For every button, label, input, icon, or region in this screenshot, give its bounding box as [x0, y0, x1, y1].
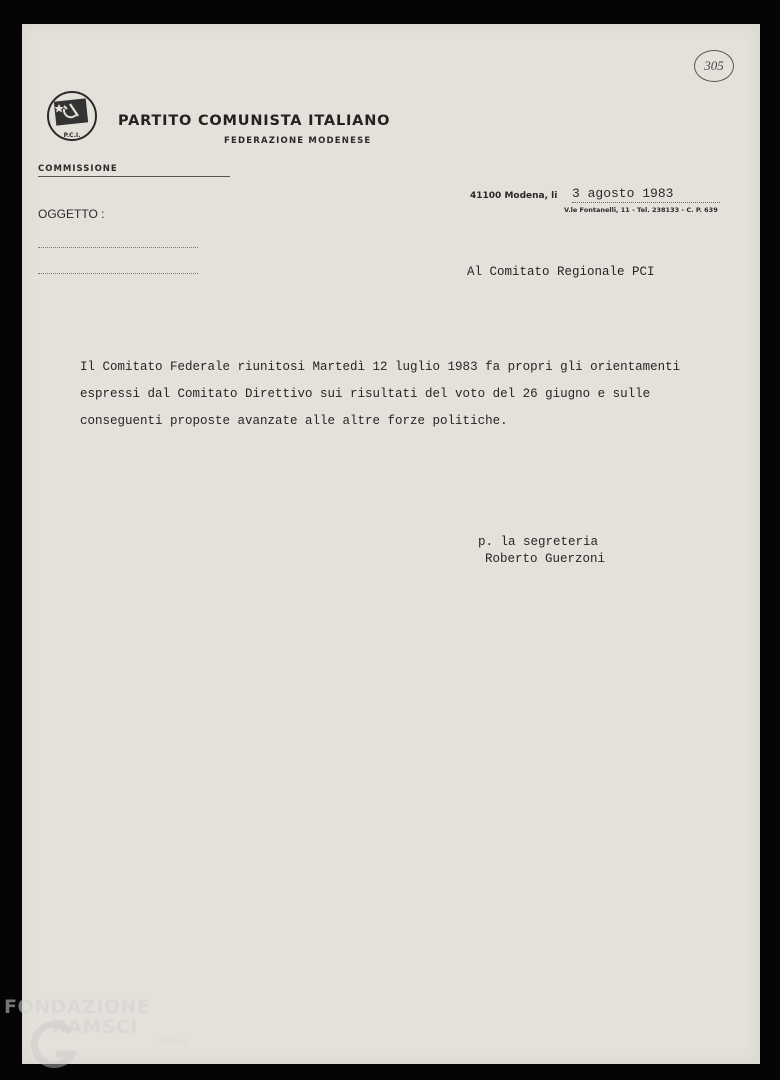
- watermark-line-2: RAMSCI: [52, 1016, 138, 1038]
- signature-line-1: p. la segreteria: [478, 535, 599, 549]
- archive-number: 305: [704, 58, 724, 73]
- watermark-line-1: FONDAZIONE: [4, 996, 151, 1018]
- archive-number-stamp: [694, 50, 734, 82]
- watermark-line-3: onlus: [158, 1036, 188, 1047]
- body-line-3: conseguenti proposte avanzate alle altre forze politiche.: [80, 414, 508, 428]
- pci-logo-icon: [46, 90, 98, 142]
- oggetto-label: OGGETTO :: [38, 207, 105, 221]
- letter-date: 3 agosto 1983: [572, 186, 720, 203]
- place-label: 41100 Modena, li: [470, 191, 558, 201]
- oggetto-dotted-line-2: [38, 273, 198, 274]
- logo-text: P.C.I.: [63, 132, 81, 139]
- fondazione-gramsci-watermark: [4, 996, 187, 1047]
- document-page: [22, 24, 760, 1064]
- commissione-underline: [38, 176, 230, 177]
- oggetto-dotted-line-1: [38, 247, 198, 248]
- recipient: Al Comitato Regionale PCI: [467, 265, 655, 279]
- body-line-1: Il Comitato Federale riunitosi Martedì 12 luglio 1983 fa propri gli orientamenti: [80, 360, 681, 374]
- body-line-2: espressi dal Comitato Direttivo sui risultati del voto del 26 giugno e sulle: [80, 387, 651, 401]
- federation-name: FEDERAZIONE MODENESE: [224, 136, 372, 146]
- party-name: PARTITO COMUNISTA ITALIANO: [118, 113, 391, 129]
- signature-name: Roberto Guerzoni: [485, 552, 606, 566]
- commissione-label: COMMISSIONE: [38, 164, 118, 174]
- letterhead-address: V.le Fontanelli, 11 - Tel. 238133 - C. P. 639: [564, 206, 718, 214]
